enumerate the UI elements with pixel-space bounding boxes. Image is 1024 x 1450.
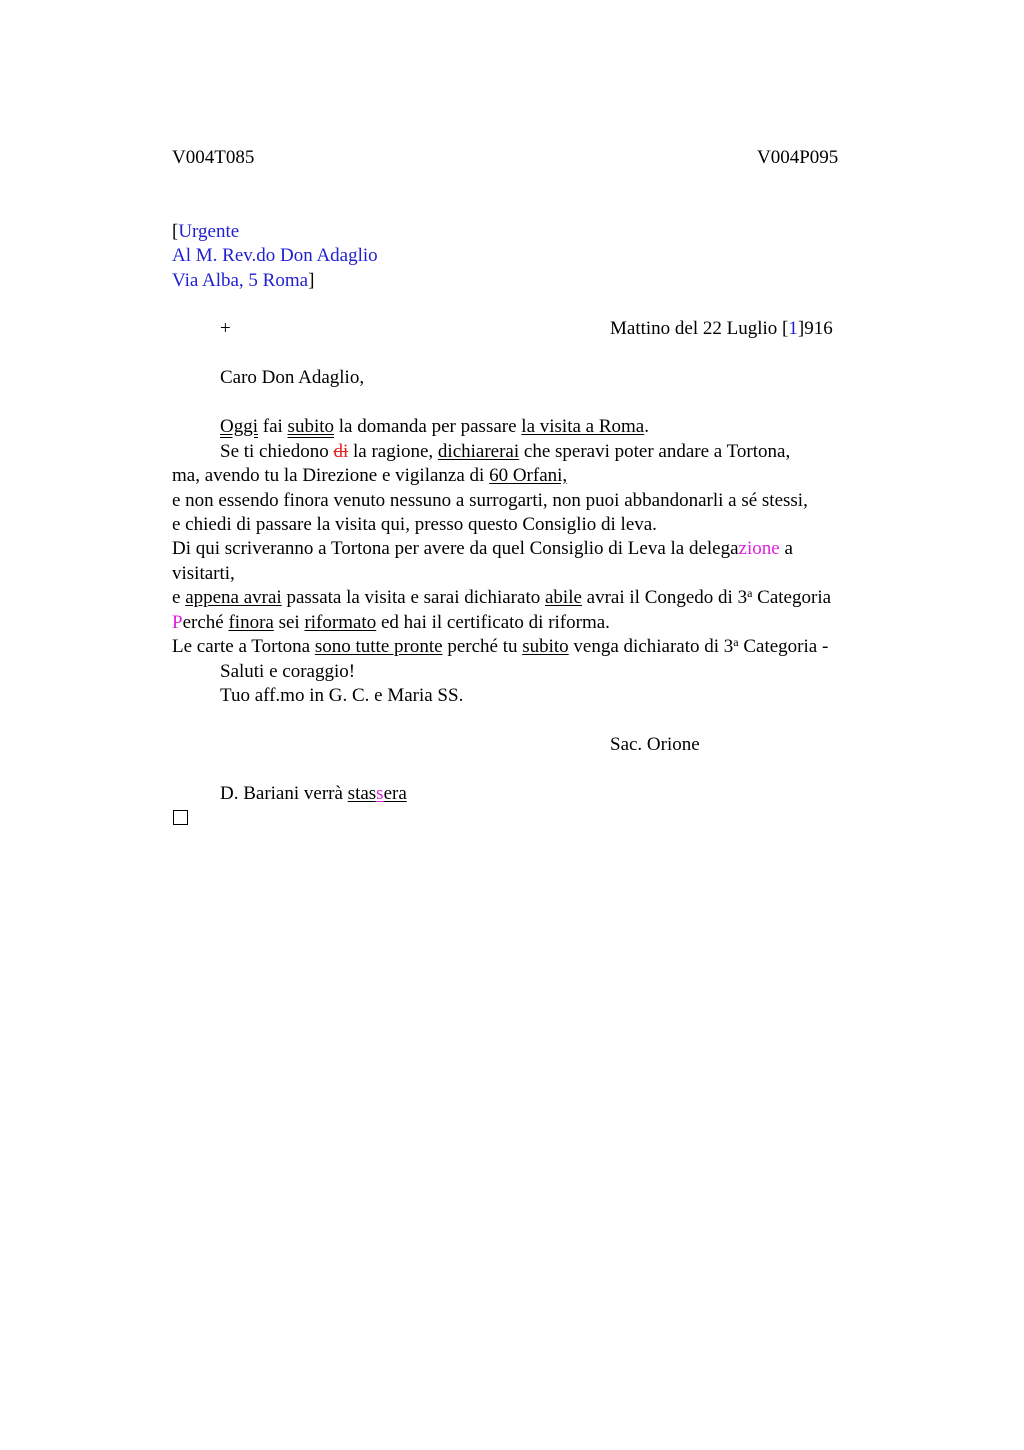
postscript <box>220 782 407 806</box>
date-suffix: ]916 <box>797 318 833 339</box>
text-span: Le carte a Tortona <box>172 636 315 657</box>
salutation: Caro Don Adaglio, <box>220 367 365 388</box>
text-span: e <box>172 587 186 608</box>
document-code-right: V004P095 <box>757 147 839 168</box>
text-span: ed hai il certificato di riforma. <box>376 612 610 633</box>
body-line-9 <box>172 611 610 635</box>
text-span: che speravi poter andare a Tortona, <box>519 441 791 462</box>
body-line-4: e non essendo finora venuto nessuno a surrogarti, non puoi abbandonarli a sé stessi, <box>172 490 808 511</box>
text-span: . <box>644 416 649 437</box>
text-span: Categoria <box>752 587 832 608</box>
address-urgent: Urgente <box>178 221 240 242</box>
superscript: a <box>733 635 739 649</box>
text-span: passata la visita e sarai dichiarato <box>281 587 545 608</box>
inserted-letter: P <box>172 612 183 633</box>
address-line-1 <box>172 220 239 244</box>
word-part: stas <box>347 783 377 804</box>
address-line-3 <box>172 269 314 293</box>
date-line <box>610 317 833 341</box>
text-span: erché <box>182 612 229 633</box>
body-line-5: e chiedi di passare la visita qui, presso questo Consiglio di leva. <box>172 514 657 535</box>
word-abile: abile <box>544 587 582 608</box>
address-street: Via Alba, 5 Roma <box>172 270 309 291</box>
text-span: fai <box>258 416 288 437</box>
body-line-12: Tuo aff.mo in G. C. e Maria SS. <box>220 685 464 706</box>
text-span: avrai il Congedo di 3 <box>581 587 748 608</box>
address-close-bracket: ] <box>308 270 315 291</box>
body-line-6 <box>172 537 793 561</box>
body-line-8 <box>172 586 831 610</box>
body-line-2 <box>220 440 790 464</box>
body-line-11: Saluti e coraggio! <box>220 661 356 682</box>
phrase-sono-tutte-pronte: sono tutte pronte <box>314 636 443 657</box>
address-open-bracket: [ <box>172 221 179 242</box>
text-span: Categoria - <box>738 636 829 657</box>
word-oggi: Oggi <box>220 416 258 437</box>
word-finora: finora <box>228 612 274 633</box>
document-code-left: V004T085 <box>172 147 255 168</box>
text-span: D. Bariani verrà <box>220 783 348 804</box>
text-span: ma, avendo tu la Direzione e vigilanza di <box>172 465 490 486</box>
text-span: Di qui scriveranno a Tortona per avere da quel Consiglio di Leva la delega <box>172 538 739 559</box>
address-line-2: Al M. Rev.do Don Adaglio <box>172 245 378 266</box>
superscript: a <box>747 586 753 600</box>
word-riformato: riformato <box>304 612 377 633</box>
body-line-1 <box>220 415 649 439</box>
phrase-visita-roma: la visita a Roma <box>521 416 645 437</box>
word-subito: subito <box>287 416 334 437</box>
signature: Sac. Orione <box>610 734 700 755</box>
text-span: la ragione, <box>348 441 438 462</box>
inserted-letter: s <box>376 783 384 804</box>
text-span: venga dichiarato di 3 <box>568 636 734 657</box>
body-line-3 <box>172 464 567 488</box>
text-span: sei <box>273 612 305 633</box>
text-span: perché tu <box>442 636 523 657</box>
cross-mark: + <box>220 318 231 339</box>
body-line-10 <box>172 635 828 659</box>
word-subito: subito <box>522 636 569 657</box>
body-line-7: visitarti, <box>172 563 235 584</box>
date-year-digit: 1 <box>788 318 798 339</box>
text-span: Se ti chiedono <box>220 441 334 462</box>
end-box-icon <box>173 810 188 825</box>
deleted-word: di <box>333 441 349 462</box>
text-span: la domanda per passare <box>334 416 522 437</box>
phrase-60-orfani: 60 Orfani, <box>489 465 568 486</box>
phrase-appena-avrai: appena avrai <box>185 587 282 608</box>
date-prefix: Mattino del 22 Luglio [ <box>610 318 789 339</box>
text-span: a <box>779 538 793 559</box>
inserted-text: zione <box>738 538 780 559</box>
word-part: era <box>383 783 407 804</box>
word-dichiarerai: dichiarerai <box>437 441 520 462</box>
